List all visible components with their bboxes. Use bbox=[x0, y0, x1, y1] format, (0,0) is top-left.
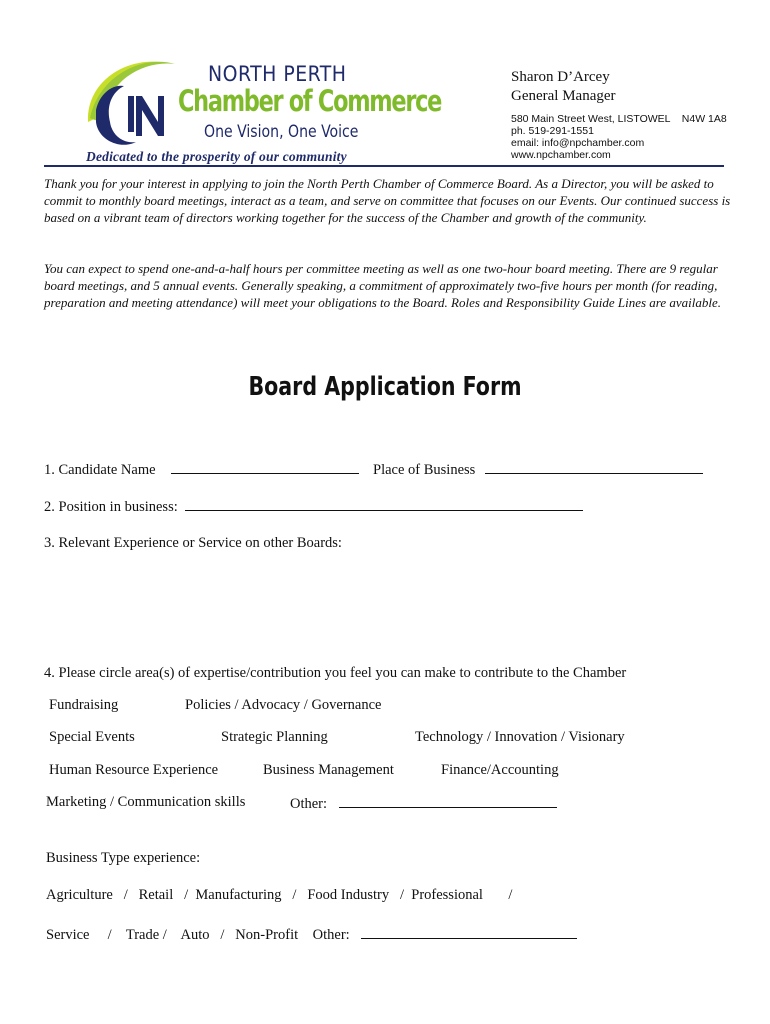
position-field[interactable] bbox=[185, 497, 583, 511]
q2-row bbox=[44, 497, 583, 516]
contact-phone: ph. 519-291-1551 bbox=[511, 125, 594, 137]
option-strategic-planning[interactable]: Strategic Planning bbox=[221, 729, 328, 745]
contact-website: www.npchamber.com bbox=[511, 149, 611, 161]
logo-chamber-of-commerce: Chamber of Commerce bbox=[178, 84, 442, 118]
logo-slogan: One Vision, One Voice bbox=[204, 122, 359, 142]
experience-label: 3. Relevant Experience or Service on other Boards: bbox=[44, 535, 342, 551]
option-marketing[interactable]: Marketing / Communication skills bbox=[46, 794, 246, 810]
option-fundraising[interactable]: Fundraising bbox=[49, 697, 119, 713]
other-business-type-field[interactable] bbox=[361, 925, 577, 939]
form-title: Board Application Form bbox=[248, 372, 522, 402]
other-expertise-field[interactable] bbox=[339, 794, 557, 808]
candidate-name-field[interactable] bbox=[171, 460, 359, 474]
option-finance[interactable]: Finance/Accounting bbox=[441, 762, 559, 778]
tagline: Dedicated to the prosperity of our community bbox=[86, 149, 347, 164]
logo-north-perth: NORTH PERTH bbox=[208, 62, 347, 86]
other-expertise-label: Other: bbox=[290, 796, 328, 812]
candidate-name-label: 1. Candidate Name bbox=[44, 462, 156, 478]
intro-paragraph-2: You can expect to spend one-and-a-half hours per committee meeting as well as one two-hour board meeting. There are 9 regular board meetings, and 5 annual events. Generally speaking, a commitment of approximately two-five hours per month (for reading, preparation and meeting attendance) will meet your obligations to the Board. Roles and Responsibility Guide Lines are available. bbox=[44, 261, 721, 310]
place-of-business-label: Place of Business bbox=[373, 462, 476, 478]
contact-address: 580 Main Street West, LISTOWEL N4W 1A8 bbox=[511, 113, 727, 125]
option-special-events[interactable]: Special Events bbox=[49, 729, 135, 745]
intro-paragraph-1: Thank you for your interest in applying to join the North Perth Chamber of Commerce Board. As a Director, you will be asked to commit to monthly board meetings, interact as a team, and serve on committee that focuses on our Events. Our continued success is based on a vibrant team of directors working together for the success of the Chamber and growth of the community. bbox=[44, 176, 731, 225]
q1b-row bbox=[373, 460, 703, 479]
business-type-label: Business Type experience: bbox=[46, 850, 201, 866]
contact-email: email: info@npchamber.com bbox=[511, 137, 645, 149]
q1-row bbox=[44, 460, 359, 479]
header-divider bbox=[44, 165, 724, 167]
option-technology[interactable]: Technology / Innovation / Visionary bbox=[415, 729, 625, 745]
option-policies[interactable]: Policies / Advocacy / Governance bbox=[185, 697, 382, 713]
other-expertise-row bbox=[290, 794, 557, 813]
business-types-row-2 bbox=[46, 925, 577, 944]
business-types-row-1[interactable]: Agriculture / Retail / Manufacturing / Food Industry / Professional / bbox=[46, 887, 513, 903]
contact-name: Sharon D’Arcey bbox=[511, 69, 610, 85]
business-types-row-2-label[interactable]: Service / Trade / Auto / Non-Profit Other: bbox=[46, 927, 350, 943]
position-label: 2. Position in business: bbox=[44, 499, 178, 515]
option-human-resource[interactable]: Human Resource Experience bbox=[49, 762, 219, 778]
contact-role: General Manager bbox=[511, 88, 616, 104]
expertise-question: 4. Please circle area(s) of expertise/contribution you feel you can make to contribute to the Chamber bbox=[44, 665, 627, 681]
place-of-business-field[interactable] bbox=[485, 460, 703, 474]
experience-answer-area[interactable] bbox=[44, 558, 724, 658]
option-business-management[interactable]: Business Management bbox=[263, 762, 394, 778]
